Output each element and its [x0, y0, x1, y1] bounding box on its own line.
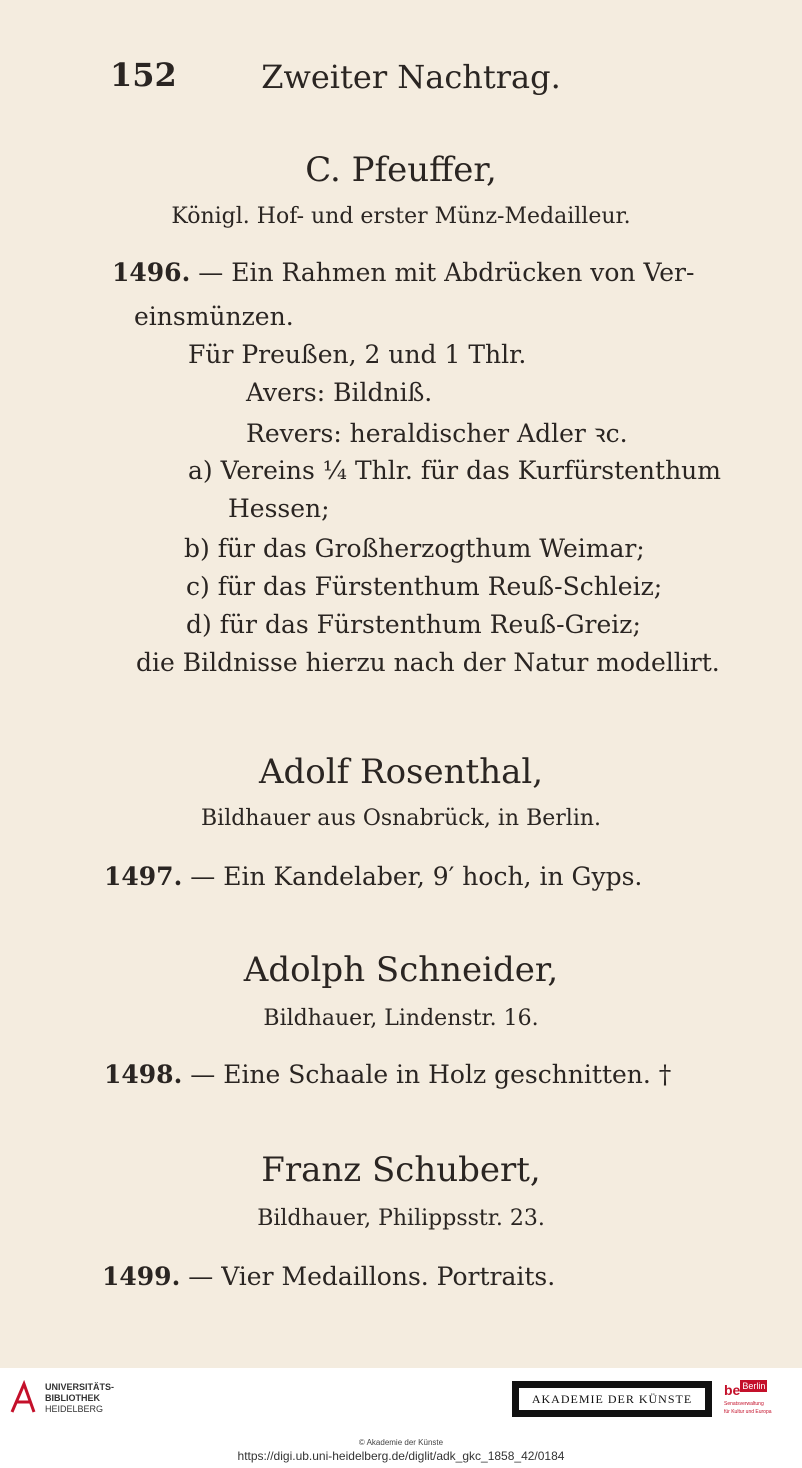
entry-text: — Vier Medaillons. Portraits.	[188, 1262, 556, 1291]
library-line: BIBLIOTHEK	[45, 1393, 100, 1403]
running-title: Zweiter Nachtrag.	[261, 58, 561, 96]
berlin-mark: be	[724, 1382, 741, 1398]
berlin-logo[interactable]	[724, 1380, 792, 1420]
entry-line	[102, 1262, 555, 1291]
entry-text: — Ein Kandelaber, 9′ hoch, in Gyps.	[190, 862, 643, 891]
artist-role: Bildhauer, Lindenstr. 16.	[263, 1006, 539, 1031]
berlin-box: Berlin	[742, 1381, 766, 1391]
university-library-logo[interactable]	[8, 1378, 38, 1418]
academy-name: AKADEMIE DER KÜNSTE	[518, 1387, 706, 1411]
entry-detail: Revers: heraldischer Adler ꝛc.	[246, 419, 628, 448]
page-number: 152	[110, 56, 177, 94]
artist-role: Königl. Hof- und erster Münz-Medailleur.	[171, 204, 631, 229]
artist-name: C. Pfeuffer,	[305, 150, 497, 190]
entry-number: 1497.	[104, 862, 183, 891]
entry-detail: c) für das Fürstenthum Reuß-Schleiz;	[186, 572, 663, 601]
entry-detail: d) für das Fürstenthum Reuß-Greiz;	[186, 610, 641, 639]
library-line: HEIDELBERG	[45, 1404, 104, 1414]
entry-text: — Eine Schaale in Holz geschnitten. †	[190, 1060, 672, 1089]
berlin-caption: für Kultur und Europa	[724, 1409, 772, 1415]
page-url[interactable]: https://digi.ub.uni-heidelberg.de/diglit/adk_gkc_1858_42/0184	[237, 1449, 565, 1463]
artist-name: Franz Schubert,	[261, 1150, 541, 1190]
entry-detail: die Bildnisse hierzu nach der Natur modellirt.	[136, 648, 720, 677]
artist-role: Bildhauer aus Osnabrück, in Berlin.	[200, 806, 602, 831]
library-name	[45, 1382, 114, 1415]
entry-line	[112, 258, 694, 287]
copyright-notice: © Akademie der Künste	[358, 1438, 444, 1447]
library-line: UNIVERSITÄTS-	[45, 1382, 115, 1392]
berlin-caption: Senatsverwaltung	[724, 1401, 764, 1407]
entry-line	[104, 862, 642, 891]
entry-line	[104, 1060, 671, 1089]
entry-number: 1498.	[104, 1060, 183, 1089]
artist-role: Bildhauer, Philippsstr. 23.	[257, 1206, 545, 1231]
artist-name: Adolf Rosenthal,	[258, 752, 544, 792]
entry-detail: Hessen;	[228, 494, 330, 523]
entry-number: 1496.	[112, 258, 191, 287]
entry-detail: a) Vereins ¼ Thlr. für das Kurfürstenthum	[188, 456, 721, 485]
entry-detail: Avers: Bildniß.	[246, 378, 433, 407]
entry-detail: b) für das Großherzogthum Weimar;	[184, 534, 645, 563]
entry-number: 1499.	[102, 1262, 181, 1291]
entry-text: — Ein Rahmen mit Abdrücken von Ver-	[198, 258, 695, 287]
entry-detail: Für Preußen, 2 und 1 Thlr.	[188, 340, 527, 369]
artist-name: Adolph Schneider,	[243, 950, 559, 990]
entry-continuation: einsmünzen.	[134, 302, 294, 331]
academy-logo[interactable]	[512, 1381, 712, 1417]
